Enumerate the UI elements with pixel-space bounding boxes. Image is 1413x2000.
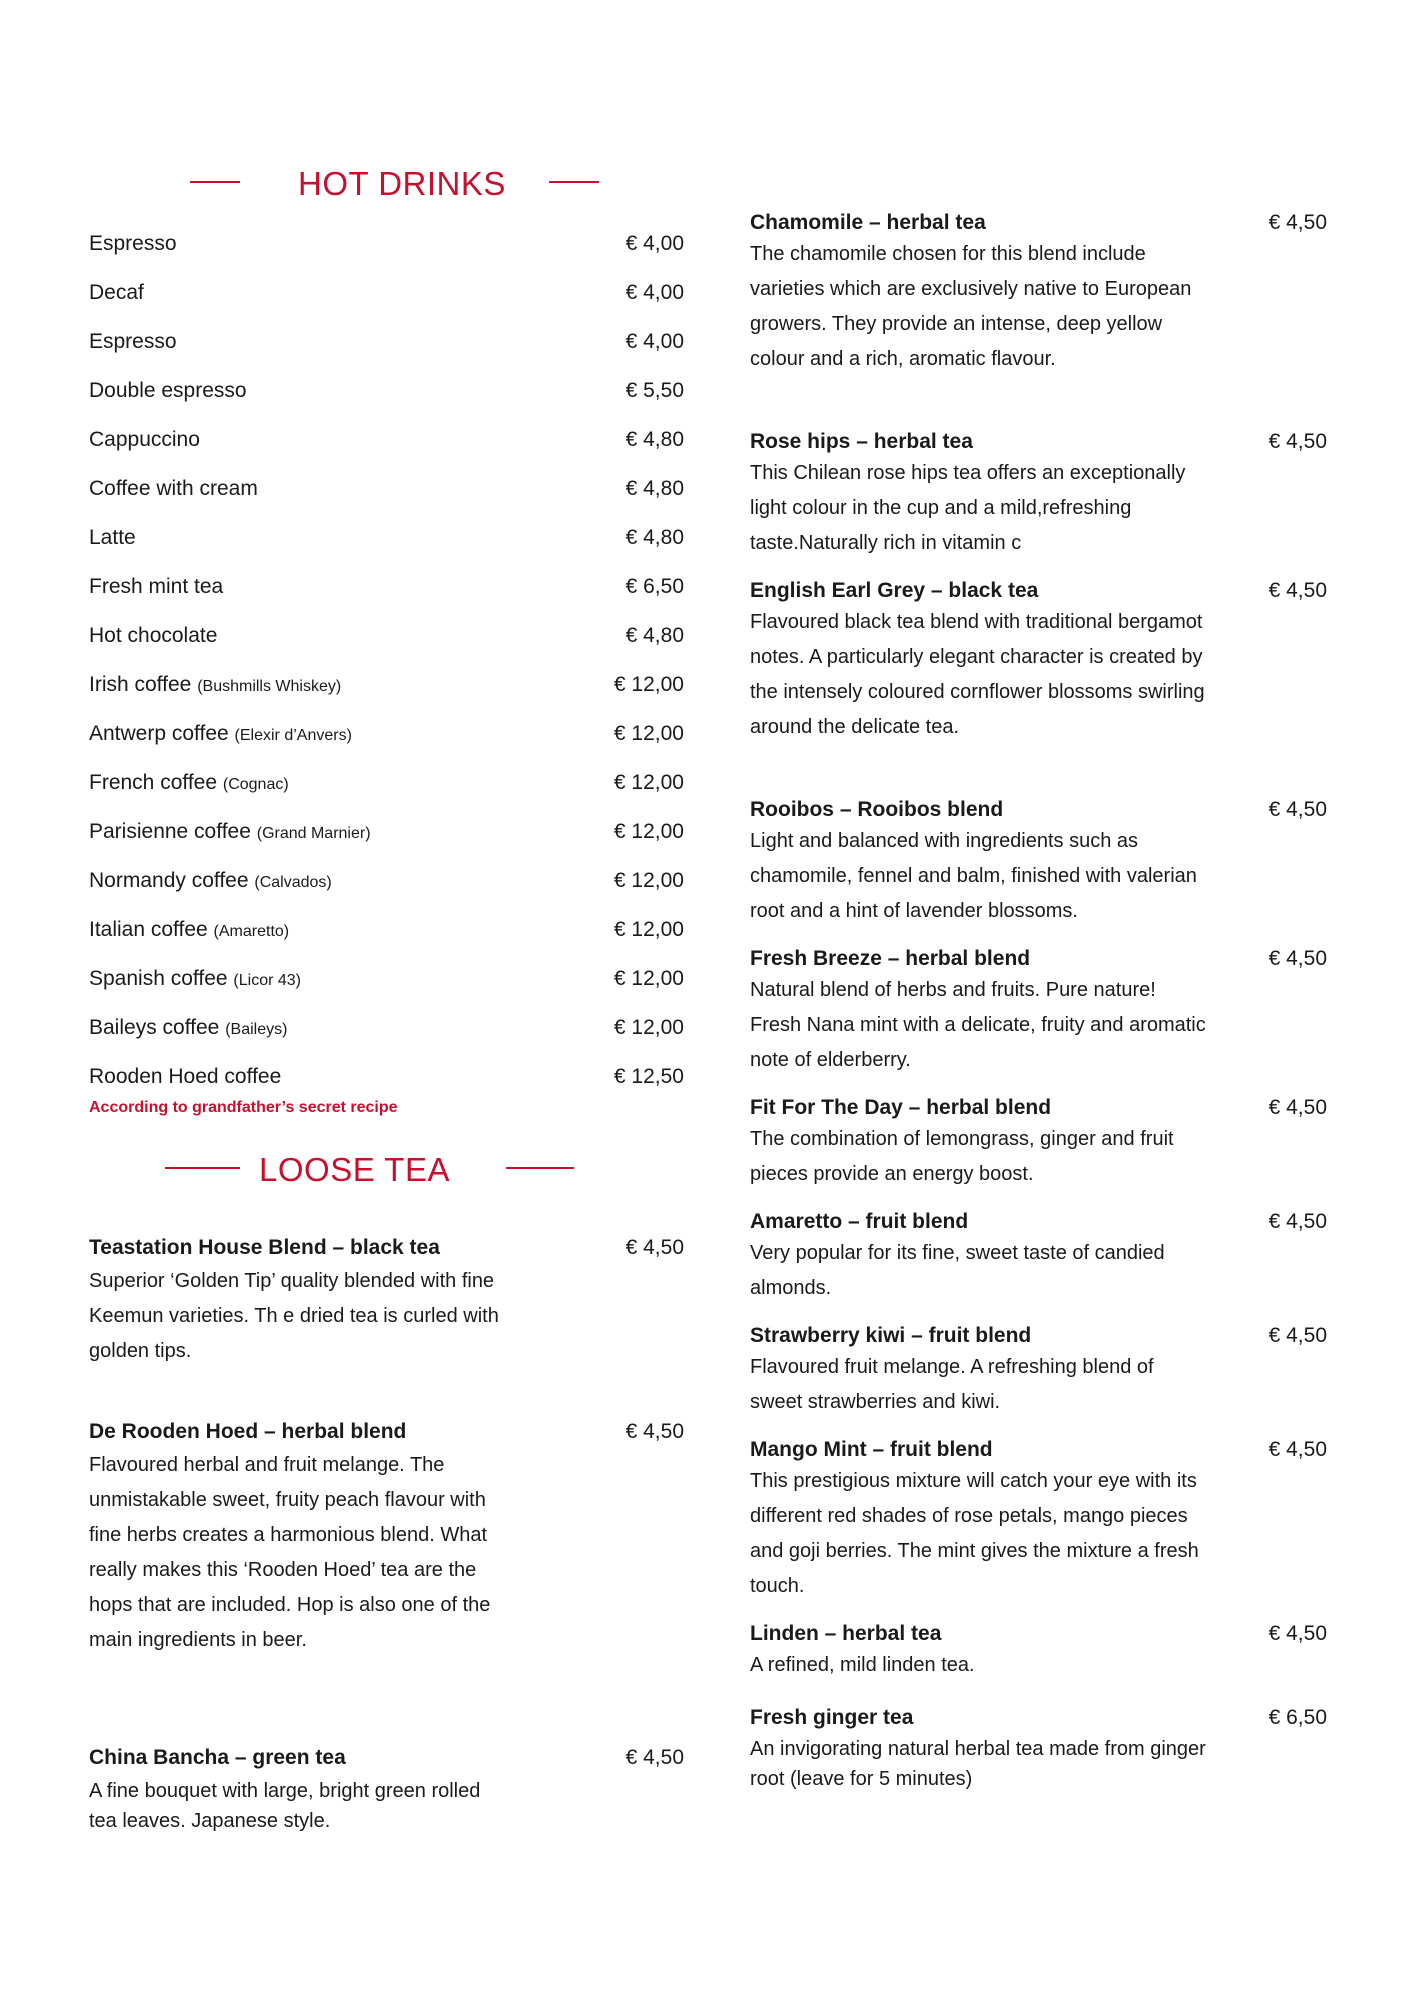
tea-name: Rose hips – herbal tea [750, 430, 973, 453]
tea-price: € 4,50 [1268, 1622, 1327, 1645]
item-price: € 12,50 [613, 1065, 684, 1088]
tea-name: Mango Mint – fruit blend [750, 1438, 993, 1461]
item-price: € 12,00 [613, 918, 684, 941]
tea-price: € 4,50 [625, 1420, 684, 1443]
menu-item [89, 967, 301, 991]
tea-description: The chamomile chosen for this blend include varieties which are exclusively native to European growers. They provide an intense, deep yellow colour and a rich, aromatic flavour. [750, 243, 1192, 370]
menu-item [89, 1065, 281, 1089]
secret-recipe-note: According to grandfather’s secret recipe [89, 1099, 398, 1116]
menu-item [89, 330, 177, 354]
tea-description: Natural blend of herbs and fruits. Pure nature! Fresh Nana mint with a delicate, fruity and aromatic note of elderberry. [750, 979, 1206, 1071]
tea-description: Superior ‘Golden Tip’ quality blended with fine Keemun varieties. Th e dried tea is curled with golden tips. [89, 1270, 499, 1362]
tea-price: € 4,50 [1268, 1438, 1327, 1461]
tea-price: € 4,50 [625, 1746, 684, 1769]
item-name: Espresso [89, 330, 177, 353]
item-price: € 12,00 [613, 673, 684, 696]
item-note: (Amaretto) [213, 923, 290, 940]
tea-price: € 4,50 [1268, 798, 1327, 821]
item-note: (Licor 43) [233, 972, 301, 989]
tea-price: € 4,50 [1268, 211, 1327, 234]
item-note: (Baileys) [225, 1021, 288, 1038]
menu-item [89, 281, 144, 305]
menu-item [89, 575, 223, 599]
tea-name: De Rooden Hoed – herbal blend [89, 1420, 407, 1443]
tea-name: Chamomile – herbal tea [750, 211, 986, 234]
tea-price: € 4,50 [1268, 1096, 1327, 1119]
item-price: € 4,00 [625, 330, 684, 353]
item-name: Hot chocolate [89, 624, 218, 647]
item-name: Italian coffee [89, 918, 208, 941]
menu-item [89, 820, 371, 844]
menu-item [89, 1016, 287, 1040]
tea-name: Fresh Breeze – herbal blend [750, 947, 1031, 970]
menu-item [89, 722, 352, 746]
item-price: € 12,00 [613, 722, 684, 745]
item-note: (Cognac) [222, 776, 289, 793]
tea-price: € 4,50 [1268, 579, 1327, 602]
item-name: Baileys coffee [89, 1016, 220, 1039]
menu-item [89, 624, 217, 648]
tea-name: Fresh ginger tea [750, 1706, 914, 1729]
menu-item [89, 379, 247, 403]
menu-item [89, 526, 136, 550]
item-name: Double espresso [89, 379, 247, 402]
item-name: Decaf [89, 281, 144, 304]
item-note: (Bushmills Whiskey) [197, 678, 342, 695]
tea-description: This prestigious mixture will catch your eye with its different red shades of rose petals, mango pieces and goji berries. The mint gives the mixture a fresh touch. [750, 1470, 1199, 1597]
tea-description: A fine bouquet with large, bright green rolled tea leaves. Japanese style. [89, 1780, 481, 1832]
hot-drinks-heading: HOT DRINKS [298, 165, 506, 202]
tea-description: Flavoured black tea blend with traditional bergamot notes. A particularly elegant character is created by the intensely coloured cornflower blossoms swirling around the delicate tea. [750, 611, 1205, 738]
item-price: € 12,00 [613, 771, 684, 794]
item-name: Cappuccino [89, 428, 200, 451]
item-name: Coffee with cream [89, 477, 258, 500]
item-price: € 6,50 [625, 575, 684, 598]
item-price: € 12,00 [613, 869, 684, 892]
loose-tea-rule-right [506, 1167, 574, 1169]
tea-price: € 4,50 [1268, 430, 1327, 453]
tea-price: € 4,50 [625, 1236, 684, 1259]
menu-item [89, 428, 200, 452]
item-name: Antwerp coffee [89, 722, 229, 745]
tea-name: Teastation House Blend – black tea [89, 1236, 440, 1259]
item-price: € 5,50 [625, 379, 684, 402]
tea-description: Very popular for its fine, sweet taste of candied almonds. [750, 1242, 1165, 1299]
tea-name: Strawberry kiwi – fruit blend [750, 1324, 1032, 1347]
item-price: € 4,00 [625, 232, 684, 255]
tea-name: China Bancha – green tea [89, 1746, 346, 1769]
item-note: (Elexir d’Anvers) [234, 727, 352, 744]
item-note: (Grand Marnier) [256, 825, 371, 842]
item-name: Latte [89, 526, 136, 549]
loose-tea-rule-left [165, 1167, 240, 1169]
item-price: € 4,00 [625, 281, 684, 304]
hot-drinks-rule-left [190, 181, 240, 183]
item-name: Espresso [89, 232, 177, 255]
item-price: € 12,00 [613, 820, 684, 843]
item-note: (Calvados) [254, 874, 332, 891]
item-price: € 12,00 [613, 967, 684, 990]
tea-description: Light and balanced with ingredients such as chamomile, fennel and balm, finished with valerian root and a hint of lavender blossoms. [750, 830, 1197, 922]
item-price: € 4,80 [625, 428, 684, 451]
tea-price: € 4,50 [1268, 1210, 1327, 1233]
tea-name: Fit For The Day – herbal blend [750, 1096, 1052, 1119]
tea-description: Flavoured herbal and fruit melange. The unmistakable sweet, fruity peach flavour with fine herbs creates a harmonious blend. What really makes this ‘Rooden Hoed’ tea are the hops that are included. Hop is also one of the main ingredients in beer. [89, 1454, 491, 1651]
item-name: Spanish coffee [89, 967, 228, 990]
menu-item [89, 869, 332, 893]
menu-item [89, 232, 177, 256]
tea-price: € 6,50 [1268, 1706, 1327, 1729]
item-name: Rooden Hoed coffee [89, 1065, 282, 1088]
item-price: € 4,80 [625, 477, 684, 500]
tea-name: Amaretto – fruit blend [750, 1210, 969, 1233]
tea-price: € 4,50 [1268, 947, 1327, 970]
tea-description: A refined, mild linden tea. [750, 1654, 975, 1676]
tea-description: An invigorating natural herbal tea made from ginger root (leave for 5 minutes) [750, 1738, 1206, 1790]
item-price: € 4,80 [625, 526, 684, 549]
menu-item [89, 771, 289, 795]
menu-item [89, 673, 341, 697]
tea-price: € 4,50 [1268, 1324, 1327, 1347]
tea-description: The combination of lemongrass, ginger and fruit pieces provide an energy boost. [750, 1128, 1174, 1185]
tea-description: Flavoured fruit melange. A refreshing blend of sweet strawberries and kiwi. [750, 1356, 1154, 1413]
item-price: € 4,80 [625, 624, 684, 647]
hot-drinks-rule-right [549, 181, 599, 183]
menu-item [89, 477, 258, 501]
tea-description: This Chilean rose hips tea offers an exceptionally light colour in the cup and a mild,refreshing taste.Naturally rich in vitamin c [750, 462, 1186, 554]
tea-name: Linden – herbal tea [750, 1622, 942, 1645]
menu-item [89, 918, 289, 942]
item-name: Fresh mint tea [89, 575, 224, 598]
tea-name: Rooibos – Rooibos blend [750, 798, 1004, 821]
tea-name: English Earl Grey – black tea [750, 579, 1039, 602]
item-price: € 12,00 [613, 1016, 684, 1039]
item-name: Parisienne coffee [89, 820, 251, 843]
loose-tea-heading: LOOSE TEA [259, 1151, 450, 1188]
item-name: Irish coffee [89, 673, 192, 696]
item-name: Normandy coffee [89, 869, 249, 892]
item-name: French coffee [89, 771, 218, 794]
